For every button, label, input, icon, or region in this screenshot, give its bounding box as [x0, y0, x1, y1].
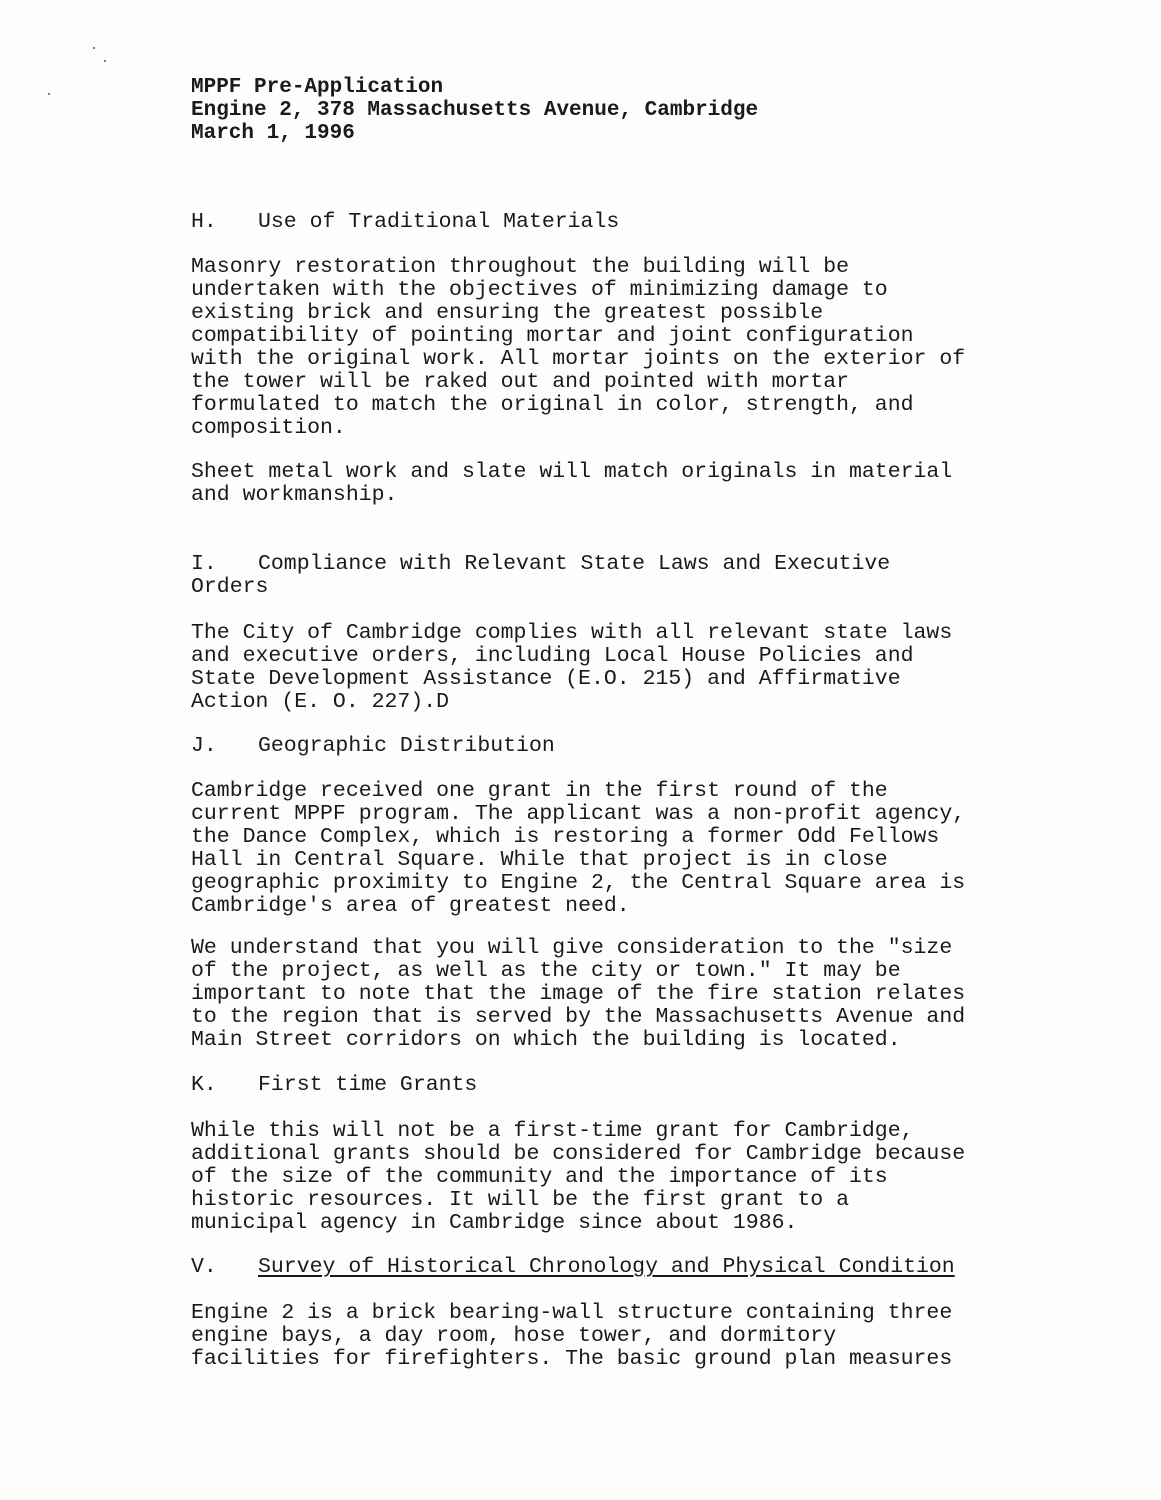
section-title: Use of Traditional Materials — [258, 210, 620, 234]
section-title: First time Grants — [258, 1073, 478, 1097]
scan-speck — [48, 93, 50, 95]
section-k-heading — [191, 1074, 477, 1097]
section-v-paragraph-1: Engine 2 is a brick bearing-wall structure containing three engine bays, a day room, hose tower, and dormitory facilities for firefighters. The basic ground plan measures — [191, 1301, 953, 1371]
section-j-heading — [191, 735, 555, 758]
section-letter: K. — [191, 1073, 217, 1097]
section-i-heading — [191, 553, 890, 576]
section-v-heading — [191, 1256, 955, 1279]
section-h-heading — [191, 211, 619, 234]
section-letter: V. — [191, 1255, 217, 1279]
section-letter: H. — [191, 210, 217, 234]
section-i-title-continued: Orders — [191, 575, 269, 599]
section-title: Compliance with Relevant State Laws and Executive — [258, 552, 891, 576]
section-k-paragraph-1: While this will not be a first-time grant for Cambridge, additional grants should be considered for Cambridge because of the size of the community and the importance of its historic resources. It will be the first grant to a municipal agency in Cambridge since about 1986. — [191, 1119, 966, 1235]
section-title: Survey of Historical Chronology and Physical Condition — [258, 1255, 955, 1279]
header-program: MPPF Pre-Application — [191, 76, 444, 99]
section-j-paragraph-2: We understand that you will give consideration to the "size of the project, as well as the city or town." It may be important to note that the image of the fire station relates to the region that is served by the Massachusetts Avenue and Main Street corridors on which the building is located. — [191, 936, 966, 1052]
scan-speck — [104, 60, 106, 62]
section-letter: I. — [191, 552, 217, 576]
section-letter: J. — [191, 734, 217, 758]
scan-speck — [93, 47, 95, 49]
section-h-paragraph-2: Sheet metal work and slate will match originals in material and workmanship. — [191, 460, 953, 507]
header-date: March 1, 1996 — [191, 122, 355, 145]
header-address: Engine 2, 378 Massachusetts Avenue, Cambridge — [191, 99, 759, 122]
section-title: Geographic Distribution — [258, 734, 555, 758]
section-i-paragraph-1: The City of Cambridge complies with all relevant state laws and executive orders, including Local House Policies and State Development Assistance (E.O. 215) and Affirmative Action (E. O. 227).D — [191, 621, 953, 714]
section-h-paragraph-1: Masonry restoration throughout the building will be undertaken with the objectives of minimizing damage to existing brick and ensuring the greatest possible compatibility of pointing mortar and joint configuration with the original work. All mortar joints on the exterior of the tower will be raked out and pointed with mortar formulated to match the original in color, strength, and composition. — [191, 255, 966, 440]
document-header — [191, 76, 758, 145]
section-j-paragraph-1: Cambridge received one grant in the first round of the current MPPF program. The applicant was a non-profit agency, the Dance Complex, which is restoring a former Odd Fellows Hall in Central Square. While that project is in close geographic proximity to Engine 2, the Central Square area is Cambridge's area of greatest need. — [191, 779, 966, 918]
